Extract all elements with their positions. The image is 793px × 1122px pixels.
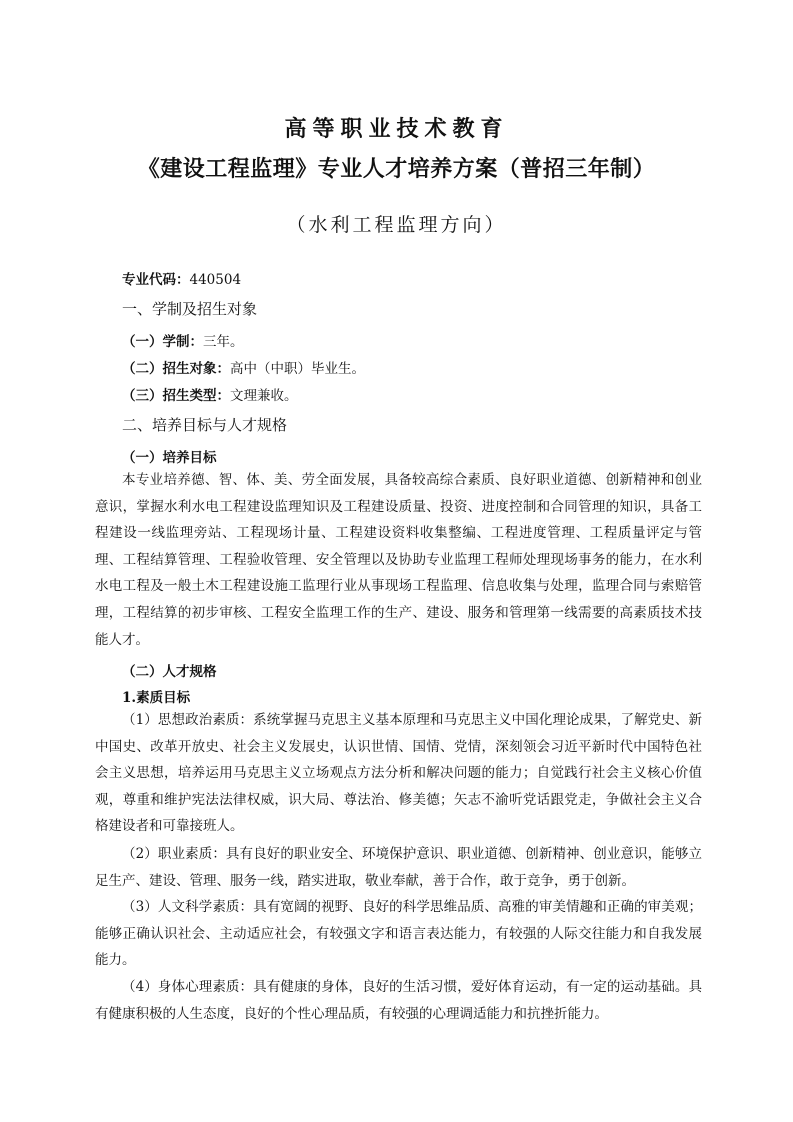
duration-value: 三年。 [203, 334, 244, 350]
paragraph-political-quality: （1）思想政治素质：系统掌握马克思主义基本原理和马克思主义中国化理论成果，了解党史、新中国史、改革开放史、社会主义发展史，认识世情、国情、党情，深刻领会习近平新时代中国特色社会主义思想，培养运用马克思主义立场观点方法分析和解决问题的能力；自觉践行社会主义核心价值观，尊重和维护宪法法律权威，识大局、尊法治、修美德；矢志不渝听党话跟党走，争做社会主义合格建设者和可靠接班人。 [95, 712, 702, 835]
duration-item [122, 330, 244, 350]
major-code-label: 专业代码： [122, 272, 190, 288]
subheading-quality-goals: 1.素质目标 [122, 690, 191, 706]
document-title-line2: 《建设工程监理》专业人才培养方案（普招三年制） [137, 156, 656, 182]
section-2-heading: 二、培养目标与人才规格 [122, 416, 288, 434]
enrollment-type-value: 文理兼收。 [230, 388, 298, 404]
enrollment-type-item [122, 384, 298, 404]
major-code-value: 440504 [189, 272, 242, 288]
enrollment-target-value: 高中（中职）毕业生。 [230, 361, 365, 377]
section-1-heading: 一、学制及招生对象 [122, 300, 258, 318]
enrollment-target-label: （二）招生对象： [122, 361, 230, 377]
paragraph-professional-quality: （2）职业素质：具有良好的职业安全、环境保护意识、职业道德、创新精神、创业意识，能够立足生产、建设、管理、服务一线，踏实进取，敬业奉献，善于合作，敢于竞争，勇于创新。 [95, 846, 702, 889]
document-title-line1: 高等职业技术教育 [284, 116, 509, 142]
subheading-talent-spec: （二）人才规格 [122, 664, 217, 680]
duration-label: （一）学制： [122, 334, 203, 350]
paragraph-physical-mental-quality: （4）身体心理素质：具有健康的身体，良好的生活习惯，爱好体育运动，有一定的运动基础。具有健康积极的人生态度，良好的个性心理品质，有较强的心理调适能力和抗挫折能力。 [95, 979, 702, 1022]
document-subtitle: （水利工程监理方向） [286, 214, 507, 236]
subheading-training-goal: （一）培养目标 [122, 450, 217, 466]
paragraph-humanities-quality: （3）人文科学素质：具有宽阔的视野、良好的科学思维品质、高雅的审美情趣和正确的审美观；能够正确认识社会、主动适应社会，有较强文字和语言表达能力，有较强的人际交往能力和自我发展能力。 [95, 899, 702, 969]
enrollment-type-label: （三）招生类型： [122, 388, 230, 404]
major-code [122, 268, 241, 288]
enrollment-target-item [122, 357, 365, 377]
paragraph-training-goal: 本专业培养德、智、体、美、劳全面发展，具备较高综合素质、良好职业道德、创新精神和创业意识，掌握水利水电工程建设监理知识及工程建设质量、投资、进度控制和合同管理的知识，具备工程建设一线监理旁站、工程现场计量、工程建设资料收集整编、工程进度管理、工程质量评定与管理、工程结算管理、工程验收管理、安全管理以及协助专业监理工程师处理现场事务的能力，在水利水电工程及一般土木工程建设施工监理行业从事现场工程监理、信息收集与处理，监理合同与索赔管理，工程结算的初步审核、工程安全监理工作的生产、建设、服务和管理第一线需要的高素质技术技能人才。 [95, 472, 702, 648]
